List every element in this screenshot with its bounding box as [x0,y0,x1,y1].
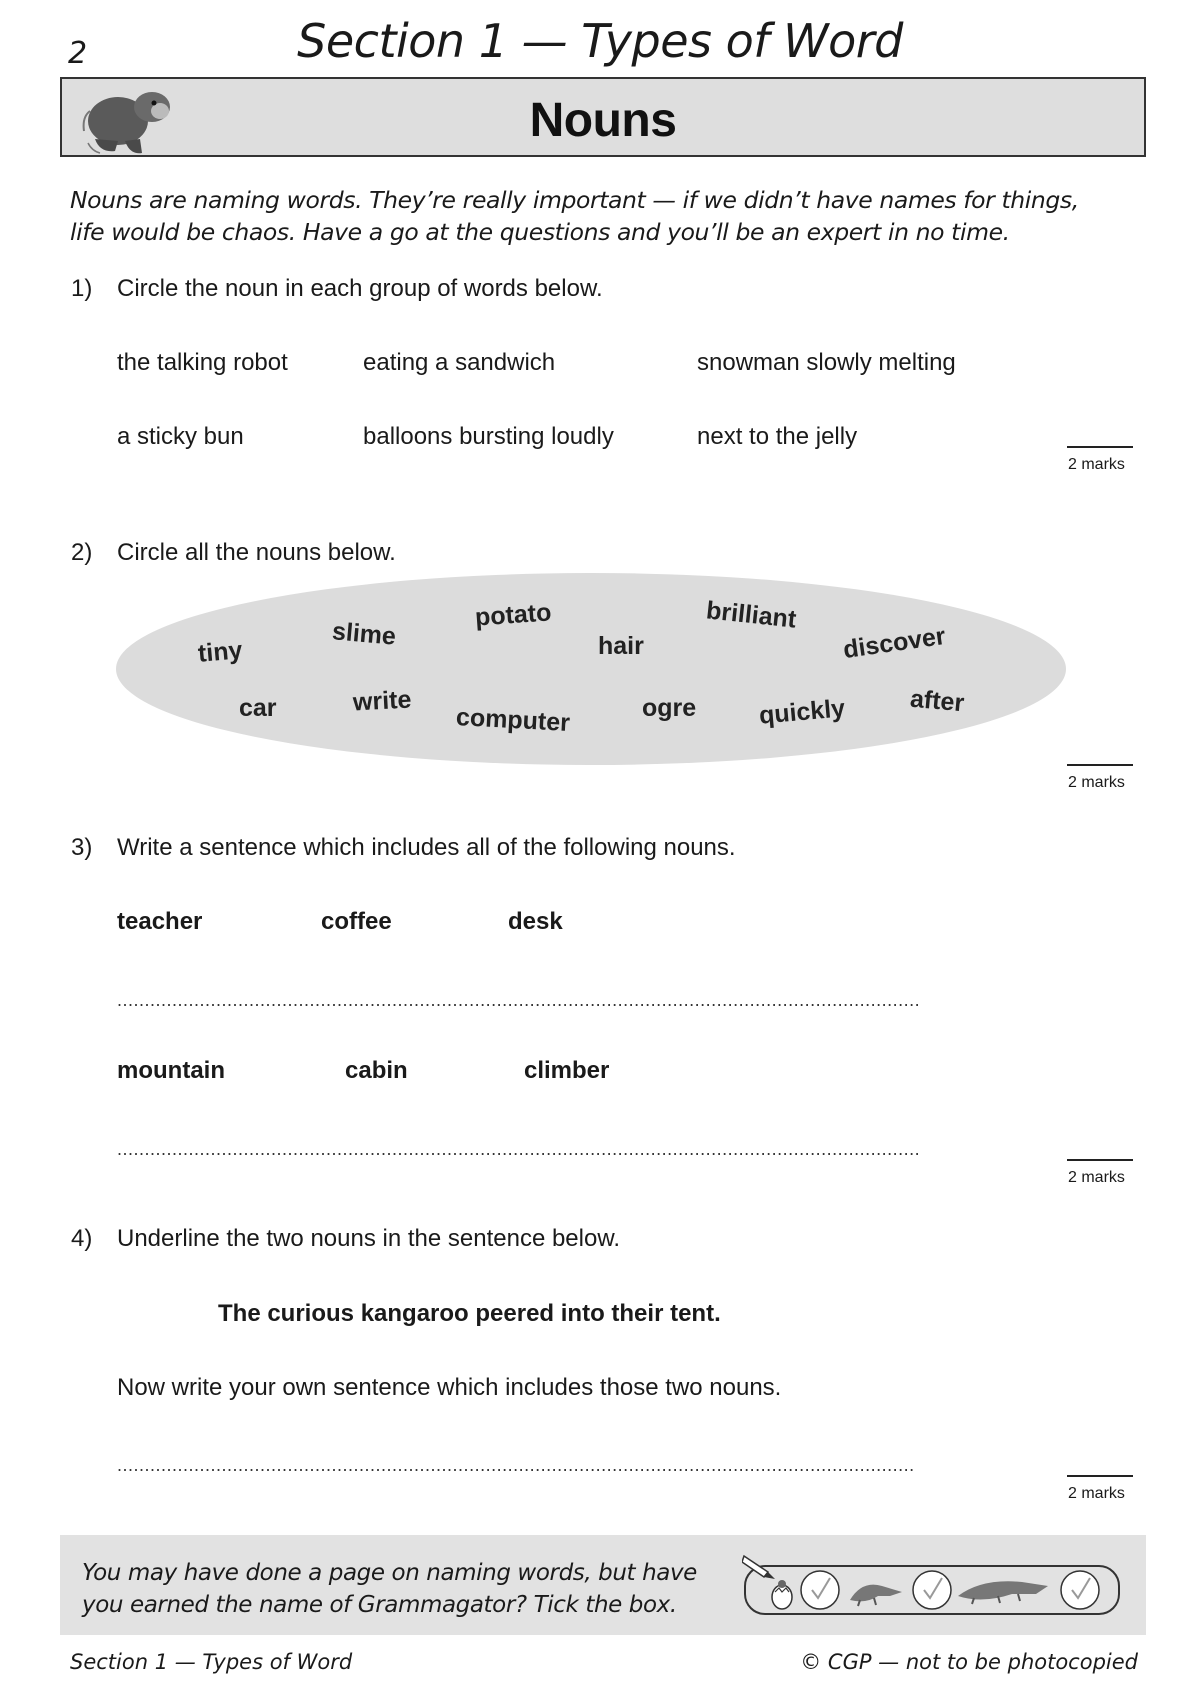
page-number: 2 [68,36,88,71]
cloud-word[interactable]: tiny [196,636,244,668]
page-title: Nouns [529,94,677,147]
question-text: Write a sentence which includes all of the following nouns. [117,834,736,861]
marks-line [1067,764,1133,766]
tick-circle-icon[interactable] [913,1571,951,1609]
marks-label: 2 marks [1068,1169,1125,1186]
cloud-word[interactable]: discover [841,621,948,665]
cloud-word[interactable]: slime [330,617,398,651]
answer-line[interactable]: .................................................................................................................................................. [117,1139,921,1159]
word-cloud-ellipse [116,573,1066,765]
question-text: Now write your own sentence which includes those two nouns. [117,1374,782,1401]
cloud-word[interactable]: computer [455,703,571,737]
intro-text [70,184,1110,248]
footer-box-line: You may have done a page on naming words, but have [82,1560,697,1586]
marks-label: 2 marks [1068,1485,1125,1502]
noun-word: mountain [117,1057,225,1084]
footer-box-text [82,1557,702,1621]
noun-word: cabin [345,1057,408,1084]
footer-right: © CGP — not to be photocopied [800,1650,1138,1674]
noun-word: coffee [321,908,392,935]
cloud-word[interactable]: ogre [642,694,697,722]
word-group: next to the jelly [697,423,858,450]
example-sentence: The curious kangaroo peered into their tent. [218,1300,721,1327]
word-group: balloons bursting loudly [363,423,614,450]
cloud-word[interactable]: hair [598,632,644,660]
tick-circle-icon[interactable] [1061,1571,1099,1609]
marks-line [1067,1159,1133,1161]
cloud-word[interactable]: write [352,685,413,717]
noun-word: teacher [117,908,203,935]
cloud-word[interactable]: potato [474,598,553,632]
noun-word: desk [508,908,563,935]
answer-line[interactable]: .................................................................................................................................................. [117,990,921,1010]
marks-label: 2 marks [1068,774,1125,791]
cloud-word[interactable]: quickly [757,694,847,730]
footer-box [60,1535,1146,1635]
small-gator-icon [850,1585,902,1606]
noun-word: climber [524,1057,610,1084]
marks-line [1067,1475,1133,1477]
word-group: the talking robot [117,349,288,376]
marks-label: 2 marks [1068,456,1125,473]
tick-circle-icon[interactable] [801,1571,839,1609]
intro-line: life would be chaos. Have a go at the questions and you’ll be an expert in no time. [70,218,1010,246]
word-group: snowman slowly melting [697,349,956,376]
question-text: Circle the noun in each group of words below. [117,275,603,302]
question-text: Underline the two nouns in the sentence below. [117,1225,621,1252]
footer-left: Section 1 — Types of Word [70,1650,353,1674]
egg-hatchling-icon [772,1580,792,1609]
cloud-word[interactable]: car [239,694,277,722]
question-number: 1) [71,275,93,302]
question-text: Circle all the nouns below. [117,539,396,566]
question-number: 2) [71,539,93,566]
marks-line [1067,446,1133,448]
answer-line[interactable]: ................................................................................................................................................. [117,1455,915,1475]
tick-panel [742,1552,1122,1618]
word-group: eating a sandwich [363,349,556,376]
big-gator-icon [958,1581,1048,1604]
footer-box-line: you earned the name of Grammagator? Tick the box. [82,1592,677,1618]
section-header: Section 1 — Types of Word [297,14,903,68]
cloud-word[interactable]: after [908,684,966,718]
intro-line: Nouns are naming words. They’re really important — if we didn’t have names for things, [70,186,1079,214]
question-number: 3) [71,834,93,861]
word-group: a sticky bun [117,423,244,450]
question-number: 4) [71,1225,93,1252]
title-banner [60,77,1146,157]
cloud-word[interactable]: brilliant [704,596,798,634]
